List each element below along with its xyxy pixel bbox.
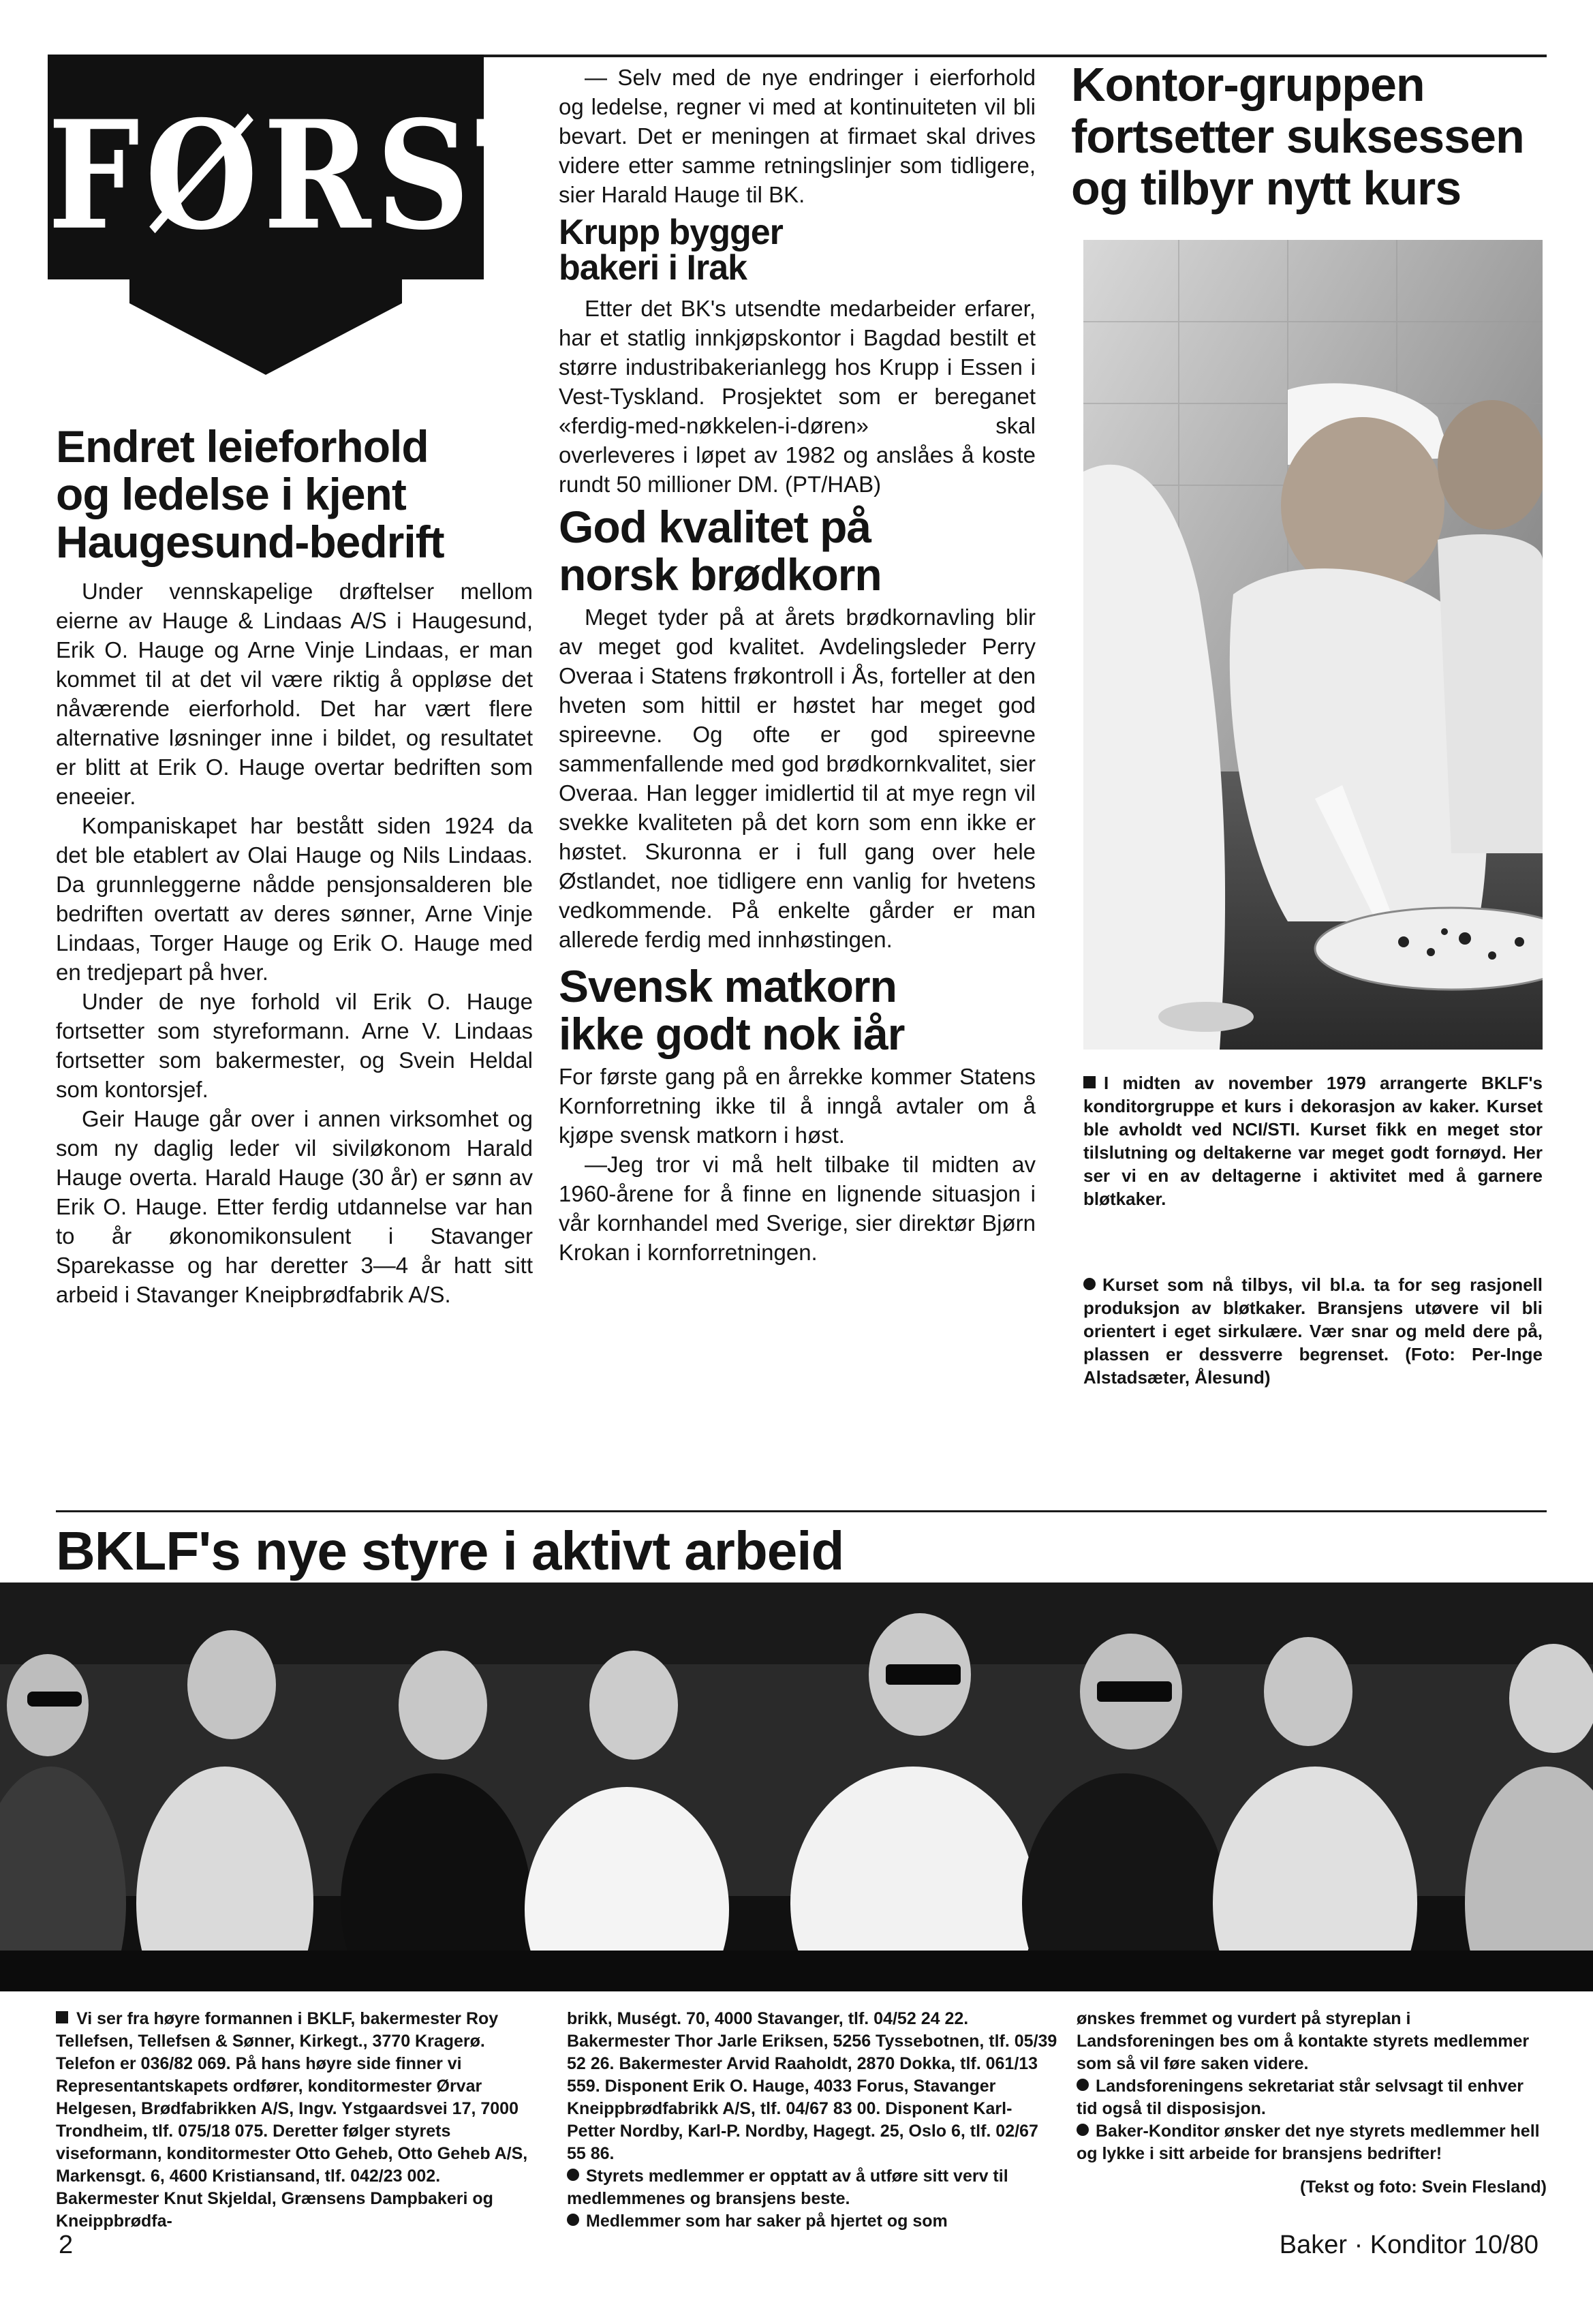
paragraph: Meget tyder på at årets brødkornavling blir av meget god kvalitet. Avdelingsleder Perry Overaa i Statens frøkontroll i Ås, forteller at den hveten som hittil er høstet har meget god spireevne. Og ofte er god spireevne sammenfallende med god brødkornkvalitet, sier Overaa. Han legger imidlertid til at mye regn vil svekke kvaliteten på det korn som enn ikke er høstet. Skuronna er i full gang over hele Østlandet, noe tidligere enn vanlig for hvetens vedkommende. På enkelte gårder er man allerede ferdig med innhøstingen. <box>559 605 1036 952</box>
article-krupp <box>559 294 1036 499</box>
paragraph: Under de nye forhold vil Erik O. Hauge fortsetter som styreformann. Arne V. Lindaas fortsetter som bakermester, og Svein Heldal som kontorsjef. <box>56 989 533 1102</box>
meeting-caption-col3: ønskes fremmet og vurdert på styreplan i Landsforeningen bes om å kontakte styrets medlemmer som så vil føre saken videre. Landsforeningens sekretariat står selvsagt til enhver tid også til disposisjon. Baker-Konditor ønsker det nye styrets medlemmer hell og lykke i sitt arbeide for bransjens bedrifter! (Tekst og foto: Svein Flesland) <box>1077 2008 1547 2199</box>
forst-banner <box>48 55 577 375</box>
headline-kvalitet: God kvalitet på norsk brødkorn <box>559 502 882 600</box>
paragraph: — Selv med de nye endringer i eierforhold og ledelse, regner vi med at kontinuiteten vil bli bevart. Det er meningen at firmaet skal drives videre etter samme retningslinjer som tidligere, sier Harald Hauge til BK. <box>559 65 1036 207</box>
paragraph: Geir Hauge går over i annen virksomhet og som ny daglig leder vil siviløkonom Harald Hauge overta. Harald Hauge (30 år) er sønn av Erik O. Hauge. Etter ferdig utdannelse var han to år økonomikonsulent i Stavanger Sparekasse og har deretter 3—4 år hatt sitt arbeid i Stavanger Kneipbrødfabrik A/S. <box>56 1106 533 1307</box>
round-bullet-icon <box>567 2169 579 2181</box>
round-bullet-icon <box>1077 2124 1089 2136</box>
meeting-caption-col1: Vi ser fra høyre formannen i BKLF, bakermester Roy Tellefsen, Tellefsen & Sønner, Kirkegt., 3770 Kragerø. Telefon er 036/82 069. På hans høyre side finner vi Representantskapets ordfører, konditormester Ørvar Helgesen, Brødfabrikken A/S, Ingv. Ystgaardsvei 17, 7000 Trondheim, tlf. 075/18 075. Deretter følger styrets viseformann, konditormester Otto Geheb, Otto Geheb A/S, Markensgt. 6, 4600 Kristiansand, tlf. 042/23 002. Bakermester Knut Skjeldal, Grænsens Dampbakeri og Kneippbrødfa- <box>56 2009 528 2231</box>
round-bullet-icon <box>1077 2079 1089 2091</box>
headline-kontor-gruppen: Kontor-gruppen fortsetter suksessen og tilbyr nytt kurs <box>1071 58 1524 215</box>
headline-krupp: Krupp bygger bakeri i Irak <box>559 213 783 288</box>
hauge-continuation <box>559 63 1036 209</box>
column-middle <box>559 63 1036 1267</box>
caption-nytt-kurs: Kurset som nå tilbys, vil bl.a. ta for seg rasjonell produksjon av bløtkaker. Bransjens utøvere vil bli orientert i eget sirkulære. Vær snar og meld dere på, plassen er dessverre begrenset. (Foto: Per-Inge Alstadsæter, Ålesund) <box>1083 1274 1543 1388</box>
round-bullet-icon <box>1083 1278 1096 1290</box>
photo-board-meeting <box>0 1583 1593 1991</box>
article-endret-leieforhold <box>56 423 533 1309</box>
forst-label: FØRST <box>48 88 577 263</box>
article-kvalitet <box>559 602 1036 954</box>
section-rule <box>56 1510 1547 1512</box>
paragraph: Under vennskapelige drøftelser mellom eierne av Hauge & Lindaas A/S i Haugesund, Erik O. Hauge og Arne Vinje Lindaas, er man kommet til at det vil være riktig å oppløse det nåværende eierforhold. Det har vært flere alternative løsninger inne i bildet, og resultatet er blitt at Erik O. Hauge overtar bedriften som eneeier. <box>56 579 533 809</box>
photo-credit: (Tekst og foto: Svein Flesland) <box>1299 2177 1547 2197</box>
square-bullet-icon <box>1083 1076 1096 1088</box>
page-number: 2 <box>59 2231 74 2259</box>
article-matkorn <box>559 1062 1036 1267</box>
caption-cake-photo: I midten av november 1979 arrangerte BKLF's konditorgruppe et kurs i dekorasjon av kaker. Kurset ble avholdt ved NCI/STI. Kurset fikk en meget stor tilslutning og deltakerne var meget godt fornøyd. Her ser vi en av deltagerne i aktivitet med å garnere bløtkaker. <box>1083 1073 1543 1209</box>
paragraph: —Jeg tror vi må helt tilbake til midten av 1960-årene for å finne en lignende situasjon i vår kornhandel med Sverige, sier direktør Bjørn Krokan i kornforretningen. <box>559 1152 1036 1265</box>
square-bullet-icon <box>56 2011 68 2023</box>
round-bullet-icon <box>567 2214 579 2226</box>
meeting-caption-col2: brikk, Muségt. 70, 4000 Stavanger, tlf. 04/52 24 22. Bakermester Thor Jarle Eriksen, 5256 Tyssebotnen, tlf. 05/39 52 26. Bakermester Arvid Raaholdt, 2870 Dokka, tlf. 061/13 559. Disponent Erik O. Hauge, 4033 Forus, Stavanger Kneippbrødfabrikk A/S, tlf. 04/67 83 00. Disponent Karl-Petter Nordby, Karl-P. Nordby, Hagegt. 25, Oslo 6, tlf. 02/67 55 86. Styrets medlemmer er opptatt av å utføre sitt verv til medlemmenes og bransjens beste. Medlemmer som har saker på hjertet og som <box>567 2009 1057 2231</box>
article-kontor-gruppen <box>1071 59 1548 214</box>
headline-styre: BKLF's nye styre i aktivt arbeid <box>56 1520 844 1581</box>
headline-matkorn: Svensk matkorn ikke godt nok iår <box>559 961 905 1059</box>
headline-endret: Endret leieforhold og ledelse i kjent Haugesund-bedrift <box>56 421 444 567</box>
publication-name: Baker · Konditor 10/80 <box>1279 2231 1538 2259</box>
paragraph: Etter det BK's utsendte medarbeider erfarer, har et statlig innkjøpskontor i Bagdad bestilt et større industribakerianlegg hos Krupp i Essen i Vest-Tyskland. Prosjektet som er bereganet «ferdig-med-nøkkelen-i-døren» skal overleveres i løpet av 1982 og anslåes å koste rundt 50 millioner DM. (PT/HAB) <box>559 296 1036 497</box>
paragraph: For første gang på en årrekke kommer Statens Kornforretning ikke til å inngå avtaler om å kjøpe svensk matkorn i høst. <box>559 1064 1036 1148</box>
paragraph: Kompaniskapet har bestått siden 1924 da det ble etablert av Olai Hauge og Nils Lindaas. Da grunnleggerne nådde pensjonsalderen ble bedriften overtatt av deres sønner, Arne Vinje Lindaas, Torger Hauge og Erik O. Hauge med en tredjepart på hver. <box>56 813 533 985</box>
photo-cake-decorating <box>1083 240 1543 1050</box>
article-body <box>56 577 533 1309</box>
